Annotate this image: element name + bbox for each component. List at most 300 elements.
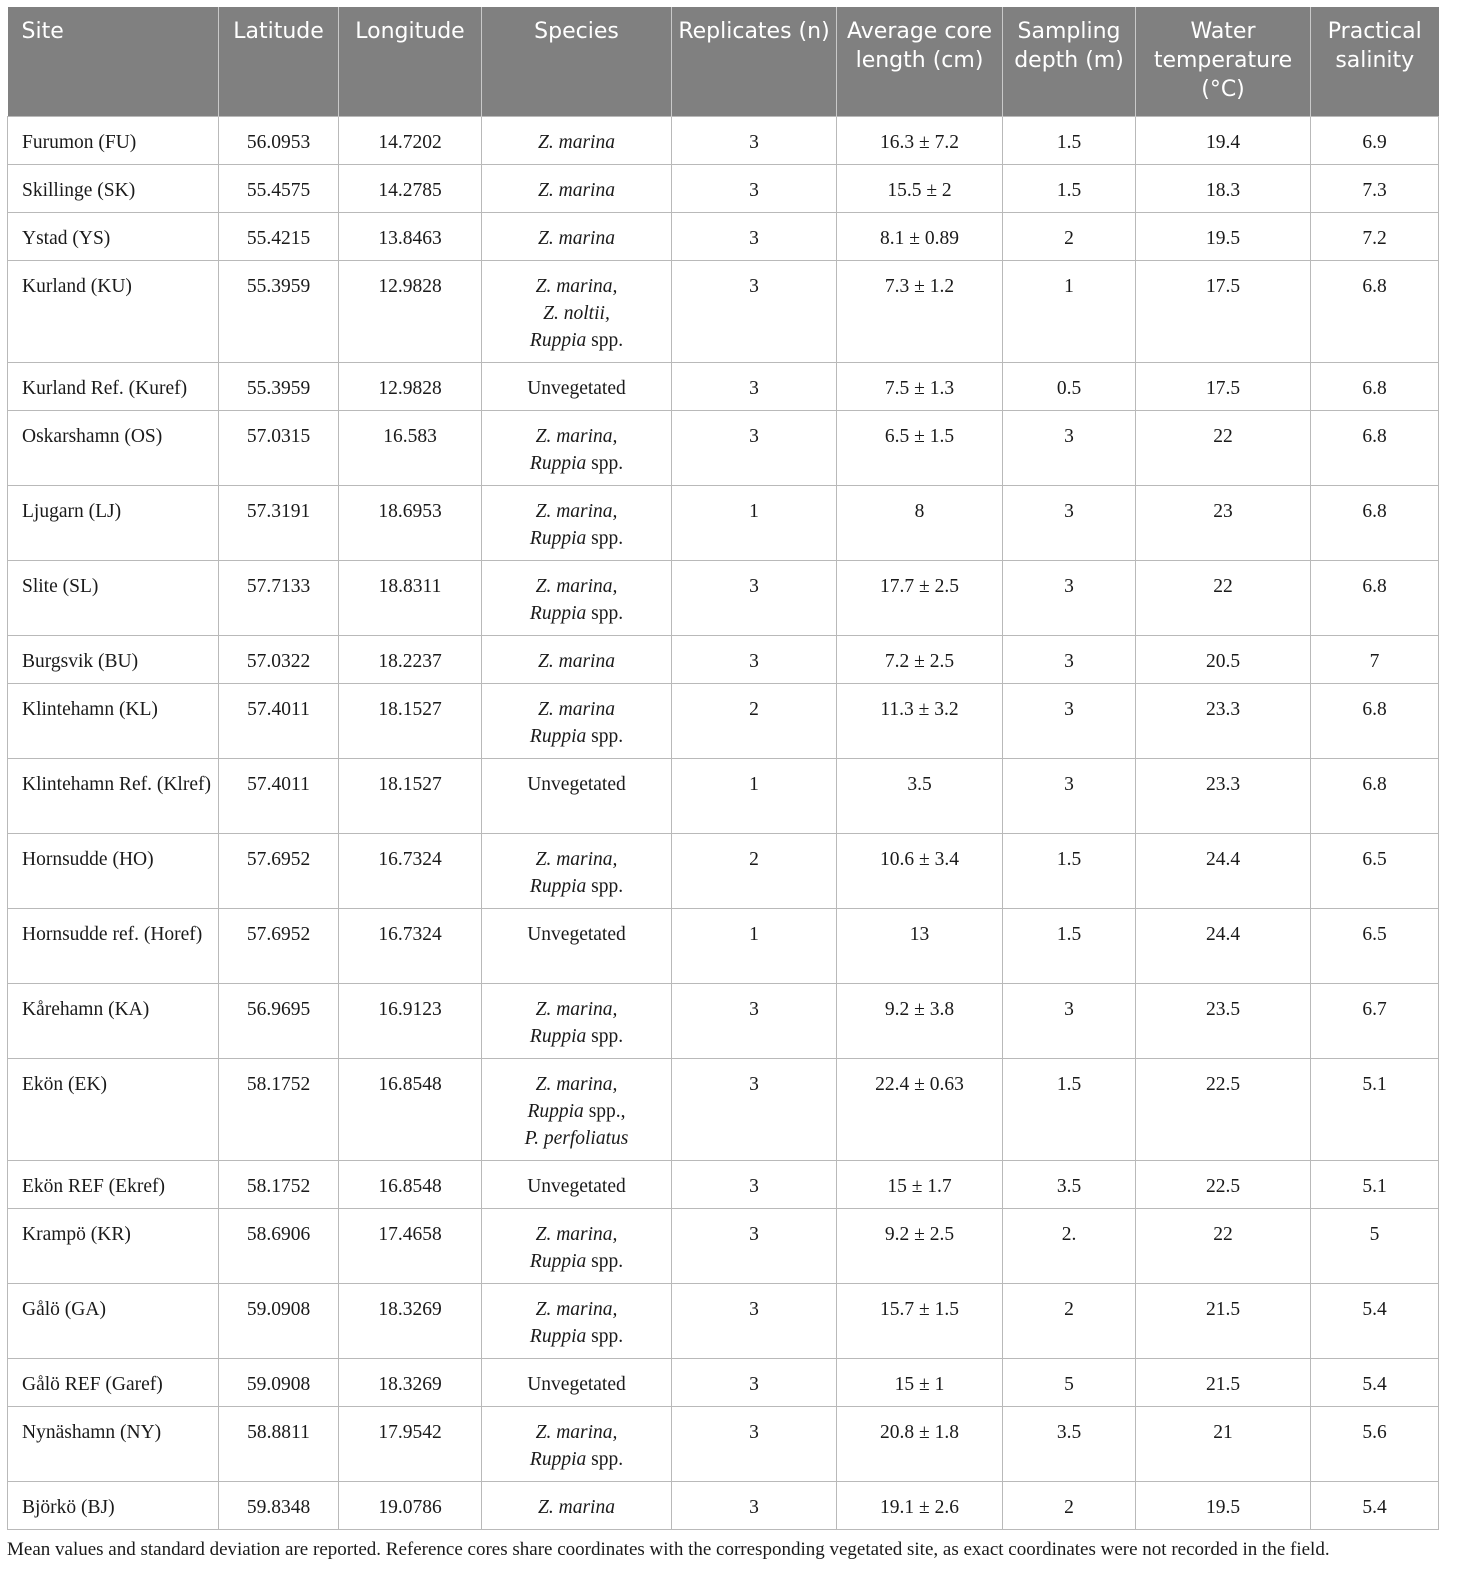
species-line [488,723,665,750]
latitude-cell: 58.8811 [219,1407,339,1482]
latitude-cell: 55.4575 [219,165,339,213]
table-row [8,1359,1439,1407]
species-name: Z. noltii, [543,303,610,324]
water-temperature-cell: 18.3 [1136,165,1311,213]
replicates-cell: 3 [672,363,837,411]
longitude-cell: 16.8548 [339,1059,482,1161]
latitude-cell: 59.8348 [219,1482,339,1530]
species-line [488,375,665,402]
species-name: Z. marina, [535,999,618,1020]
core-length-cell: 22.4 ± 0.63 [837,1059,1003,1161]
longitude-cell: 16.583 [339,411,482,486]
species-cell [482,1284,672,1359]
species-cell [482,834,672,909]
table-row [8,684,1439,759]
site-cell: Gålö (GA) [8,1284,219,1359]
replicates-cell: 3 [672,1359,837,1407]
sampling-depth-cell: 2 [1003,1284,1136,1359]
col-header-site: Site [8,7,219,117]
site-cell: Ljugarn (LJ) [8,486,219,561]
water-temperature-cell: 22 [1136,1209,1311,1284]
longitude-cell: 18.3269 [339,1359,482,1407]
species-cell [482,1209,672,1284]
water-temperature-cell: 23.5 [1136,984,1311,1059]
water-temperature-cell: 19.4 [1136,117,1311,165]
site-cell: Slite (SL) [8,561,219,636]
species-suffix: spp. [586,1449,624,1470]
replicates-cell: 2 [672,834,837,909]
species-name: Unvegetated [527,1176,626,1197]
site-cell: Björkö (BJ) [8,1482,219,1530]
latitude-cell: 55.3959 [219,363,339,411]
latitude-cell: 57.6952 [219,909,339,984]
site-cell: Skillinge (SK) [8,165,219,213]
species-suffix: spp. [586,1326,624,1347]
salinity-cell: 6.5 [1311,909,1439,984]
site-cell: Krampö (KR) [8,1209,219,1284]
replicates-cell: 2 [672,684,837,759]
species-suffix: spp. [586,726,624,747]
replicates-cell: 3 [672,213,837,261]
species-cell [482,684,672,759]
latitude-cell: 58.1752 [219,1059,339,1161]
site-cell: Ystad (YS) [8,213,219,261]
species-cell [482,636,672,684]
salinity-cell: 6.8 [1311,363,1439,411]
species-line [488,450,665,477]
core-length-cell: 9.2 ± 2.5 [837,1209,1003,1284]
species-line [488,423,665,450]
species-name: Ruppia [527,1101,584,1122]
core-length-cell: 13 [837,909,1003,984]
core-length-cell: 15.5 ± 2 [837,165,1003,213]
table-row [8,984,1439,1059]
species-name: P. perfoliatus [524,1128,629,1149]
species-suffix: spp. [586,528,624,549]
species-name: Z. marina [538,699,615,720]
species-line [488,648,665,675]
site-cell: Burgsvik (BU) [8,636,219,684]
species-name: Ruppia [529,1326,587,1347]
longitude-cell: 18.8311 [339,561,482,636]
replicates-cell: 3 [672,411,837,486]
salinity-cell: 6.8 [1311,411,1439,486]
table-row [8,165,1439,213]
site-cell: Nynäshamn (NY) [8,1407,219,1482]
species-line [488,573,665,600]
salinity-cell: 5.4 [1311,1482,1439,1530]
species-name: Ruppia [529,876,587,897]
salinity-cell: 5.4 [1311,1359,1439,1407]
species-line [488,1098,665,1125]
table-row [8,261,1439,363]
replicates-cell: 1 [672,759,837,834]
species-line [488,273,665,300]
species-name: Z. marina [538,180,615,201]
latitude-cell: 57.4011 [219,759,339,834]
species-line [488,525,665,552]
species-name: Z. marina, [535,1422,618,1443]
salinity-cell: 7 [1311,636,1439,684]
species-cell [482,1482,672,1530]
site-cell: Ekön (EK) [8,1059,219,1161]
sampling-depth-cell: 1.5 [1003,1059,1136,1161]
latitude-cell: 58.1752 [219,1161,339,1209]
species-line [488,696,665,723]
species-cell [482,165,672,213]
species-line [488,300,665,327]
replicates-cell: 3 [672,117,837,165]
species-line [488,225,665,252]
salinity-cell: 7.3 [1311,165,1439,213]
species-line [488,1419,665,1446]
species-name: Z. marina [538,132,615,153]
species-cell [482,486,672,561]
table-row [8,363,1439,411]
core-length-cell: 11.3 ± 3.2 [837,684,1003,759]
water-temperature-cell: 19.5 [1136,213,1311,261]
col-header-sampling-depth: Sampling depth (m) [1003,7,1136,117]
table-row [8,561,1439,636]
species-name: Ruppia [529,330,587,351]
table-row [8,636,1439,684]
species-suffix: spp., [583,1101,626,1122]
salinity-cell: 5.1 [1311,1161,1439,1209]
col-header-latitude: Latitude [219,7,339,117]
species-line [488,873,665,900]
col-header-core-length: Average core length (cm) [837,7,1003,117]
latitude-cell: 59.0908 [219,1359,339,1407]
table-row [8,213,1439,261]
species-name: Ruppia [529,1449,587,1470]
longitude-cell: 12.9828 [339,363,482,411]
salinity-cell: 6.8 [1311,684,1439,759]
table-row [8,759,1439,834]
sampling-depth-cell: 3.5 [1003,1161,1136,1209]
site-cell: Hornsudde (HO) [8,834,219,909]
site-cell: Klintehamn (KL) [8,684,219,759]
table-row [8,834,1439,909]
longitude-cell: 17.9542 [339,1407,482,1482]
species-name: Z. marina [538,651,615,672]
longitude-cell: 16.7324 [339,834,482,909]
replicates-cell: 3 [672,1161,837,1209]
water-temperature-cell: 17.5 [1136,363,1311,411]
sampling-depth-cell: 3 [1003,561,1136,636]
latitude-cell: 55.4215 [219,213,339,261]
latitude-cell: 57.4011 [219,684,339,759]
water-temperature-cell: 19.5 [1136,1482,1311,1530]
species-name: Z. marina, [535,501,618,522]
core-length-cell: 6.5 ± 1.5 [837,411,1003,486]
water-temperature-cell: 24.4 [1136,909,1311,984]
site-cell: Gålö REF (Garef) [8,1359,219,1407]
species-line [488,1371,665,1398]
species-name: Z. marina, [535,1299,618,1320]
site-cell: Kurland Ref. (Kuref) [8,363,219,411]
species-name: Ruppia [529,528,587,549]
replicates-cell: 3 [672,984,837,1059]
water-temperature-cell: 23.3 [1136,759,1311,834]
species-name: Unvegetated [527,924,626,945]
species-line [488,1173,665,1200]
core-length-cell: 15 ± 1 [837,1359,1003,1407]
table-row [8,1161,1439,1209]
table-row [8,1284,1439,1359]
site-cell: Hornsudde ref. (Horef) [8,909,219,984]
sampling-depth-cell: 2 [1003,213,1136,261]
salinity-cell: 7.2 [1311,213,1439,261]
core-length-cell: 15.7 ± 1.5 [837,1284,1003,1359]
species-cell [482,411,672,486]
core-length-cell: 15 ± 1.7 [837,1161,1003,1209]
longitude-cell: 17.4658 [339,1209,482,1284]
core-length-cell: 7.5 ± 1.3 [837,363,1003,411]
core-length-cell: 16.3 ± 7.2 [837,117,1003,165]
replicates-cell: 1 [672,486,837,561]
site-cell: Oskarshamn (OS) [8,411,219,486]
replicates-cell: 1 [672,909,837,984]
replicates-cell: 3 [672,561,837,636]
latitude-cell: 59.0908 [219,1284,339,1359]
table-body [8,117,1439,1530]
species-name: Ruppia [529,1026,587,1047]
col-header-replicates: Replicates (n) [672,7,837,117]
water-temperature-cell: 22 [1136,561,1311,636]
species-cell [482,1359,672,1407]
species-line [488,498,665,525]
water-temperature-cell: 22.5 [1136,1059,1311,1161]
water-temperature-cell: 24.4 [1136,834,1311,909]
species-name: Z. marina, [535,426,618,447]
species-line [488,1323,665,1350]
latitude-cell: 55.3959 [219,261,339,363]
latitude-cell: 56.9695 [219,984,339,1059]
species-name: Ruppia [529,1251,587,1272]
water-temperature-cell: 22.5 [1136,1161,1311,1209]
longitude-cell: 13.8463 [339,213,482,261]
species-line [488,921,665,948]
core-length-cell: 19.1 ± 2.6 [837,1482,1003,1530]
species-cell [482,1407,672,1482]
sampling-depth-cell: 3.5 [1003,1407,1136,1482]
longitude-cell: 18.1527 [339,684,482,759]
sampling-depth-cell: 0.5 [1003,363,1136,411]
salinity-cell: 6.8 [1311,759,1439,834]
core-length-cell: 8 [837,486,1003,561]
table-row [8,1059,1439,1161]
replicates-cell: 3 [672,1059,837,1161]
salinity-cell: 5.4 [1311,1284,1439,1359]
species-name: Ruppia [529,453,587,474]
salinity-cell: 6.9 [1311,117,1439,165]
water-temperature-cell: 21.5 [1136,1359,1311,1407]
species-line [488,327,665,354]
core-length-cell: 10.6 ± 3.4 [837,834,1003,909]
species-cell [482,909,672,984]
species-suffix: spp. [586,603,624,624]
species-cell [482,1059,672,1161]
species-suffix: spp. [586,1026,624,1047]
table-row [8,1407,1439,1482]
latitude-cell: 58.6906 [219,1209,339,1284]
sampling-depth-cell: 3 [1003,759,1136,834]
species-line [488,846,665,873]
species-line [488,1494,665,1521]
latitude-cell: 57.6952 [219,834,339,909]
site-cell: Kårehamn (KA) [8,984,219,1059]
sampling-depth-cell: 3 [1003,486,1136,561]
water-temperature-cell: 21.5 [1136,1284,1311,1359]
table-row [8,117,1439,165]
latitude-cell: 56.0953 [219,117,339,165]
species-name: Z. marina, [535,276,618,297]
data-table [7,7,1439,1530]
site-cell: Klintehamn Ref. (Klref) [8,759,219,834]
col-header-longitude: Longitude [339,7,482,117]
salinity-cell: 5 [1311,1209,1439,1284]
sampling-depth-cell: 2. [1003,1209,1136,1284]
sampling-depth-cell: 2 [1003,1482,1136,1530]
species-name: Z. marina [538,1497,615,1518]
salinity-cell: 6.8 [1311,486,1439,561]
species-name: Z. marina [538,228,615,249]
salinity-cell: 6.8 [1311,261,1439,363]
core-length-cell: 20.8 ± 1.8 [837,1407,1003,1482]
species-suffix: spp. [586,453,624,474]
species-line [488,996,665,1023]
salinity-cell: 6.5 [1311,834,1439,909]
longitude-cell: 18.1527 [339,759,482,834]
water-temperature-cell: 17.5 [1136,261,1311,363]
water-temperature-cell: 21 [1136,1407,1311,1482]
longitude-cell: 14.2785 [339,165,482,213]
table-row [8,411,1439,486]
species-name: Unvegetated [527,774,626,795]
sampling-depth-cell: 1.5 [1003,165,1136,213]
water-temperature-cell: 23 [1136,486,1311,561]
species-line [488,1023,665,1050]
species-line [488,1221,665,1248]
salinity-cell: 6.8 [1311,561,1439,636]
replicates-cell: 3 [672,261,837,363]
longitude-cell: 16.8548 [339,1161,482,1209]
longitude-cell: 18.6953 [339,486,482,561]
species-cell [482,363,672,411]
species-name: Ruppia [529,726,587,747]
species-cell [482,759,672,834]
table-row [8,1482,1439,1530]
sampling-depth-cell: 5 [1003,1359,1136,1407]
species-line [488,771,665,798]
species-line [488,177,665,204]
water-temperature-cell: 22 [1136,411,1311,486]
salinity-cell: 6.7 [1311,984,1439,1059]
species-cell [482,117,672,165]
table-row [8,486,1439,561]
species-cell [482,1161,672,1209]
sampling-depth-cell: 3 [1003,411,1136,486]
species-suffix: spp. [586,1251,624,1272]
longitude-cell: 16.7324 [339,909,482,984]
sampling-depth-cell: 1.5 [1003,909,1136,984]
sampling-depth-cell: 3 [1003,984,1136,1059]
species-line [488,129,665,156]
species-name: Unvegetated [527,378,626,399]
species-name: Ruppia [529,603,587,624]
longitude-cell: 16.9123 [339,984,482,1059]
sampling-depth-cell: 1.5 [1003,834,1136,909]
sampling-depth-cell: 1 [1003,261,1136,363]
core-length-cell: 7.3 ± 1.2 [837,261,1003,363]
table-row [8,909,1439,984]
table-row [8,1209,1439,1284]
salinity-cell: 5.1 [1311,1059,1439,1161]
col-header-salinity: Practical salinity [1311,7,1439,117]
longitude-cell: 19.0786 [339,1482,482,1530]
replicates-cell: 3 [672,636,837,684]
site-cell: Furumon (FU) [8,117,219,165]
species-line [488,1446,665,1473]
site-cell: Ekön REF (Ekref) [8,1161,219,1209]
species-suffix: spp. [586,876,624,897]
replicates-cell: 3 [672,1407,837,1482]
latitude-cell: 57.3191 [219,486,339,561]
species-name: Z. marina, [535,849,618,870]
species-cell [482,261,672,363]
species-line [488,1296,665,1323]
longitude-cell: 18.2237 [339,636,482,684]
species-name: Z. marina, [535,1074,618,1095]
sampling-depth-cell: 1.5 [1003,117,1136,165]
core-length-cell: 17.7 ± 2.5 [837,561,1003,636]
salinity-cell: 5.6 [1311,1407,1439,1482]
core-length-cell: 8.1 ± 0.89 [837,213,1003,261]
longitude-cell: 14.7202 [339,117,482,165]
species-suffix: spp. [586,330,624,351]
latitude-cell: 57.7133 [219,561,339,636]
latitude-cell: 57.0315 [219,411,339,486]
core-length-cell: 9.2 ± 3.8 [837,984,1003,1059]
species-line [488,600,665,627]
core-length-cell: 7.2 ± 2.5 [837,636,1003,684]
sampling-depth-cell: 3 [1003,684,1136,759]
header-row [8,7,1439,117]
longitude-cell: 12.9828 [339,261,482,363]
longitude-cell: 18.3269 [339,1284,482,1359]
table-footnote: Mean values and standard deviation are reported. Reference cores share coordinates with the corresponding vegetated site, as exact coordinates were not recorded in the field. [7,1539,1330,1560]
replicates-cell: 3 [672,1209,837,1284]
species-line [488,1071,665,1098]
species-line [488,1125,665,1152]
col-header-species: Species [482,7,672,117]
species-name: Unvegetated [527,1374,626,1395]
species-cell [482,213,672,261]
latitude-cell: 57.0322 [219,636,339,684]
species-name: Z. marina, [535,576,618,597]
replicates-cell: 3 [672,165,837,213]
col-header-water-temperature: Water temperature (°C) [1136,7,1311,117]
species-name: Z. marina, [535,1224,618,1245]
species-cell [482,561,672,636]
core-length-cell: 3.5 [837,759,1003,834]
species-cell [482,984,672,1059]
water-temperature-cell: 20.5 [1136,636,1311,684]
species-line [488,1248,665,1275]
water-temperature-cell: 23.3 [1136,684,1311,759]
sampling-depth-cell: 3 [1003,636,1136,684]
replicates-cell: 3 [672,1284,837,1359]
